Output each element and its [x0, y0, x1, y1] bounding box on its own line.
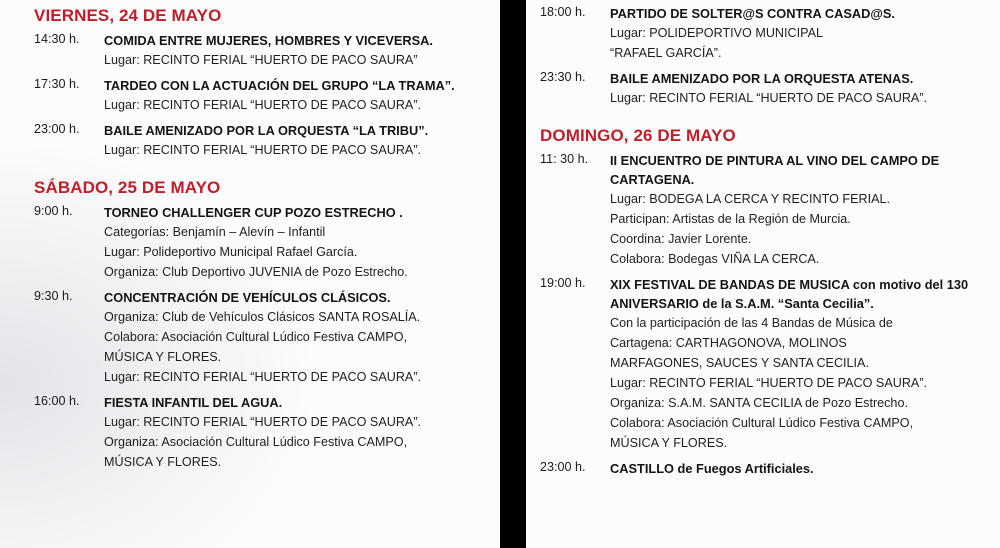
event-detail-line: Lugar: RECINTO FERIAL “HUERTO DE PACO SAURA”.	[610, 376, 928, 390]
event-title: FIESTA INFANTIL DEL AGUA.	[104, 395, 283, 410]
event-title: TORNEO CHALLENGER CUP POZO ESTRECHO .	[104, 205, 403, 220]
event-detail-line: MÚSICA Y FLORES.	[104, 455, 222, 469]
section-gap	[34, 166, 500, 176]
event-item	[540, 151, 1000, 269]
program-page-right	[526, 0, 1000, 548]
event-detail-line: Lugar: RECINTO FERIAL “HUERTO DE PACO SAURA”.	[104, 370, 422, 384]
event-time: 23:00 h.	[540, 460, 586, 474]
event-title: PARTIDO DE SOLTER@S CONTRA CASAD@S.	[610, 6, 895, 21]
event-detail-line: Organiza: Club Deportivo JUVENIA de Pozo Estrecho.	[104, 265, 408, 279]
day-heading: DOMINGO, 26 DE MAYO	[540, 126, 736, 145]
event-details	[104, 121, 500, 160]
day-heading: VIERNES, 24 DE MAYO	[34, 6, 222, 25]
event-detail-line: Colabora: Asociación Cultural Lúdico Festiva CAMPO,	[610, 416, 914, 430]
event-details	[610, 151, 1000, 269]
event-title: XIX FESTIVAL DE BANDAS DE MUSICA con motivo del 130 ANIVERSARIO de la S.A.M. “Santa Cecilia”.	[610, 277, 969, 311]
event-detail-line: Organiza: Club de Vehículos Clásicos SANTA ROSALÍA.	[104, 310, 421, 324]
event-detail-line: Cartagena: CARTHAGONOVA, MOLINOS	[610, 336, 847, 350]
event-detail-line: Participan: Artistas de la Región de Murcia.	[610, 212, 851, 226]
event-item	[34, 121, 500, 160]
event-title: COMIDA ENTRE MUJERES, HOMBRES Y VICEVERSA.	[104, 33, 433, 48]
event-details	[104, 76, 500, 115]
event-title: CONCENTRACIÓN DE VEHÍCULOS CLÁSICOS.	[104, 290, 391, 305]
event-detail-line: MÚSICA Y FLORES.	[104, 350, 222, 364]
event-item	[34, 31, 500, 70]
event-detail-line: Lugar: POLIDEPORTIVO MUNICIPAL	[610, 26, 823, 40]
event-detail-line: Lugar: BODEGA LA CERCA Y RECINTO FERIAL.	[610, 192, 890, 206]
event-detail-line: MARFAGONES, SAUCES Y SANTA CECILIA.	[610, 356, 869, 370]
event-detail-line: Lugar: RECINTO FERIAL “HUERTO DE PACO SAURA”.	[610, 91, 928, 105]
event-detail-line: Lugar: Polideportivo Municipal Rafael García.	[104, 245, 358, 259]
event-detail-line: Con la participación de las 4 Bandas de Música de	[610, 316, 893, 330]
event-detail-line: “RAFAEL GARCÍA”.	[610, 46, 722, 60]
event-item	[540, 275, 1000, 453]
event-time: 23:30 h.	[540, 70, 586, 84]
event-time: 11: 30 h.	[540, 152, 589, 166]
event-item	[34, 76, 500, 115]
event-detail-line: Coordina: Javier Lorente.	[610, 232, 752, 246]
event-time: 23:00 h.	[34, 122, 80, 136]
event-title: BAILE AMENIZADO POR LA ORQUESTA ATENAS.	[610, 71, 914, 86]
event-detail-line: Categorías: Benjamín – Alevín – Infantil	[104, 225, 326, 239]
event-detail-line: Lugar: RECINTO FERIAL “HUERTO DE PACO SAURA”.	[104, 98, 422, 112]
event-title: TARDEO CON LA ACTUACIÓN DEL GRUPO “LA TRAMA”.	[104, 78, 455, 93]
event-time: 18:00 h.	[540, 5, 586, 19]
event-time: 17:30 h.	[34, 77, 80, 91]
event-detail-line: Lugar: RECINTO FERIAL “HUERTO DE PACO SAURA”	[104, 53, 418, 67]
event-details	[104, 393, 500, 472]
event-details	[104, 31, 500, 70]
event-item	[34, 288, 500, 387]
event-detail-line: Lugar: RECINTO FERIAL “HUERTO DE PACO SAURA”.	[104, 143, 422, 157]
event-time: 16:00 h.	[34, 394, 80, 408]
event-detail-line: Organiza: S.A.M. SANTA CECILIA de Pozo Estrecho.	[610, 396, 908, 410]
event-details	[610, 275, 1000, 453]
event-time: 14:30 h.	[34, 32, 80, 46]
event-details	[610, 459, 1000, 478]
event-detail-line: Organiza: Asociación Cultural Lúdico Festiva CAMPO,	[104, 435, 408, 449]
event-item	[540, 459, 1000, 478]
event-time: 9:30 h.	[34, 289, 73, 303]
event-detail-line: Lugar: RECINTO FERIAL “HUERTO DE PACO SAURA”.	[104, 415, 422, 429]
event-item	[34, 203, 500, 282]
event-details	[610, 4, 1000, 63]
event-details	[104, 203, 500, 282]
event-detail-line: MÚSICA Y FLORES.	[610, 436, 728, 450]
event-details	[610, 69, 1000, 108]
event-item	[540, 4, 1000, 63]
event-time: 19:00 h.	[540, 276, 586, 290]
event-time: 9:00 h.	[34, 204, 73, 218]
event-title: II ENCUENTRO DE PINTURA AL VINO DEL CAMPO DE CARTAGENA.	[610, 153, 940, 187]
event-details	[104, 288, 500, 387]
event-item	[34, 393, 500, 472]
day-heading: SÁBADO, 25 DE MAYO	[34, 178, 221, 197]
event-detail-line: Colabora: Asociación Cultural Lúdico Festiva CAMPO,	[104, 330, 408, 344]
event-item	[540, 69, 1000, 108]
event-title: CASTILLO de Fuegos Artificiales.	[610, 461, 814, 476]
event-detail-line: Colabora: Bodegas VIÑA LA CERCA.	[610, 252, 820, 266]
event-title: BAILE AMENIZADO POR LA ORQUESTA “LA TRIBU”.	[104, 123, 429, 138]
section-gap	[540, 114, 1000, 124]
